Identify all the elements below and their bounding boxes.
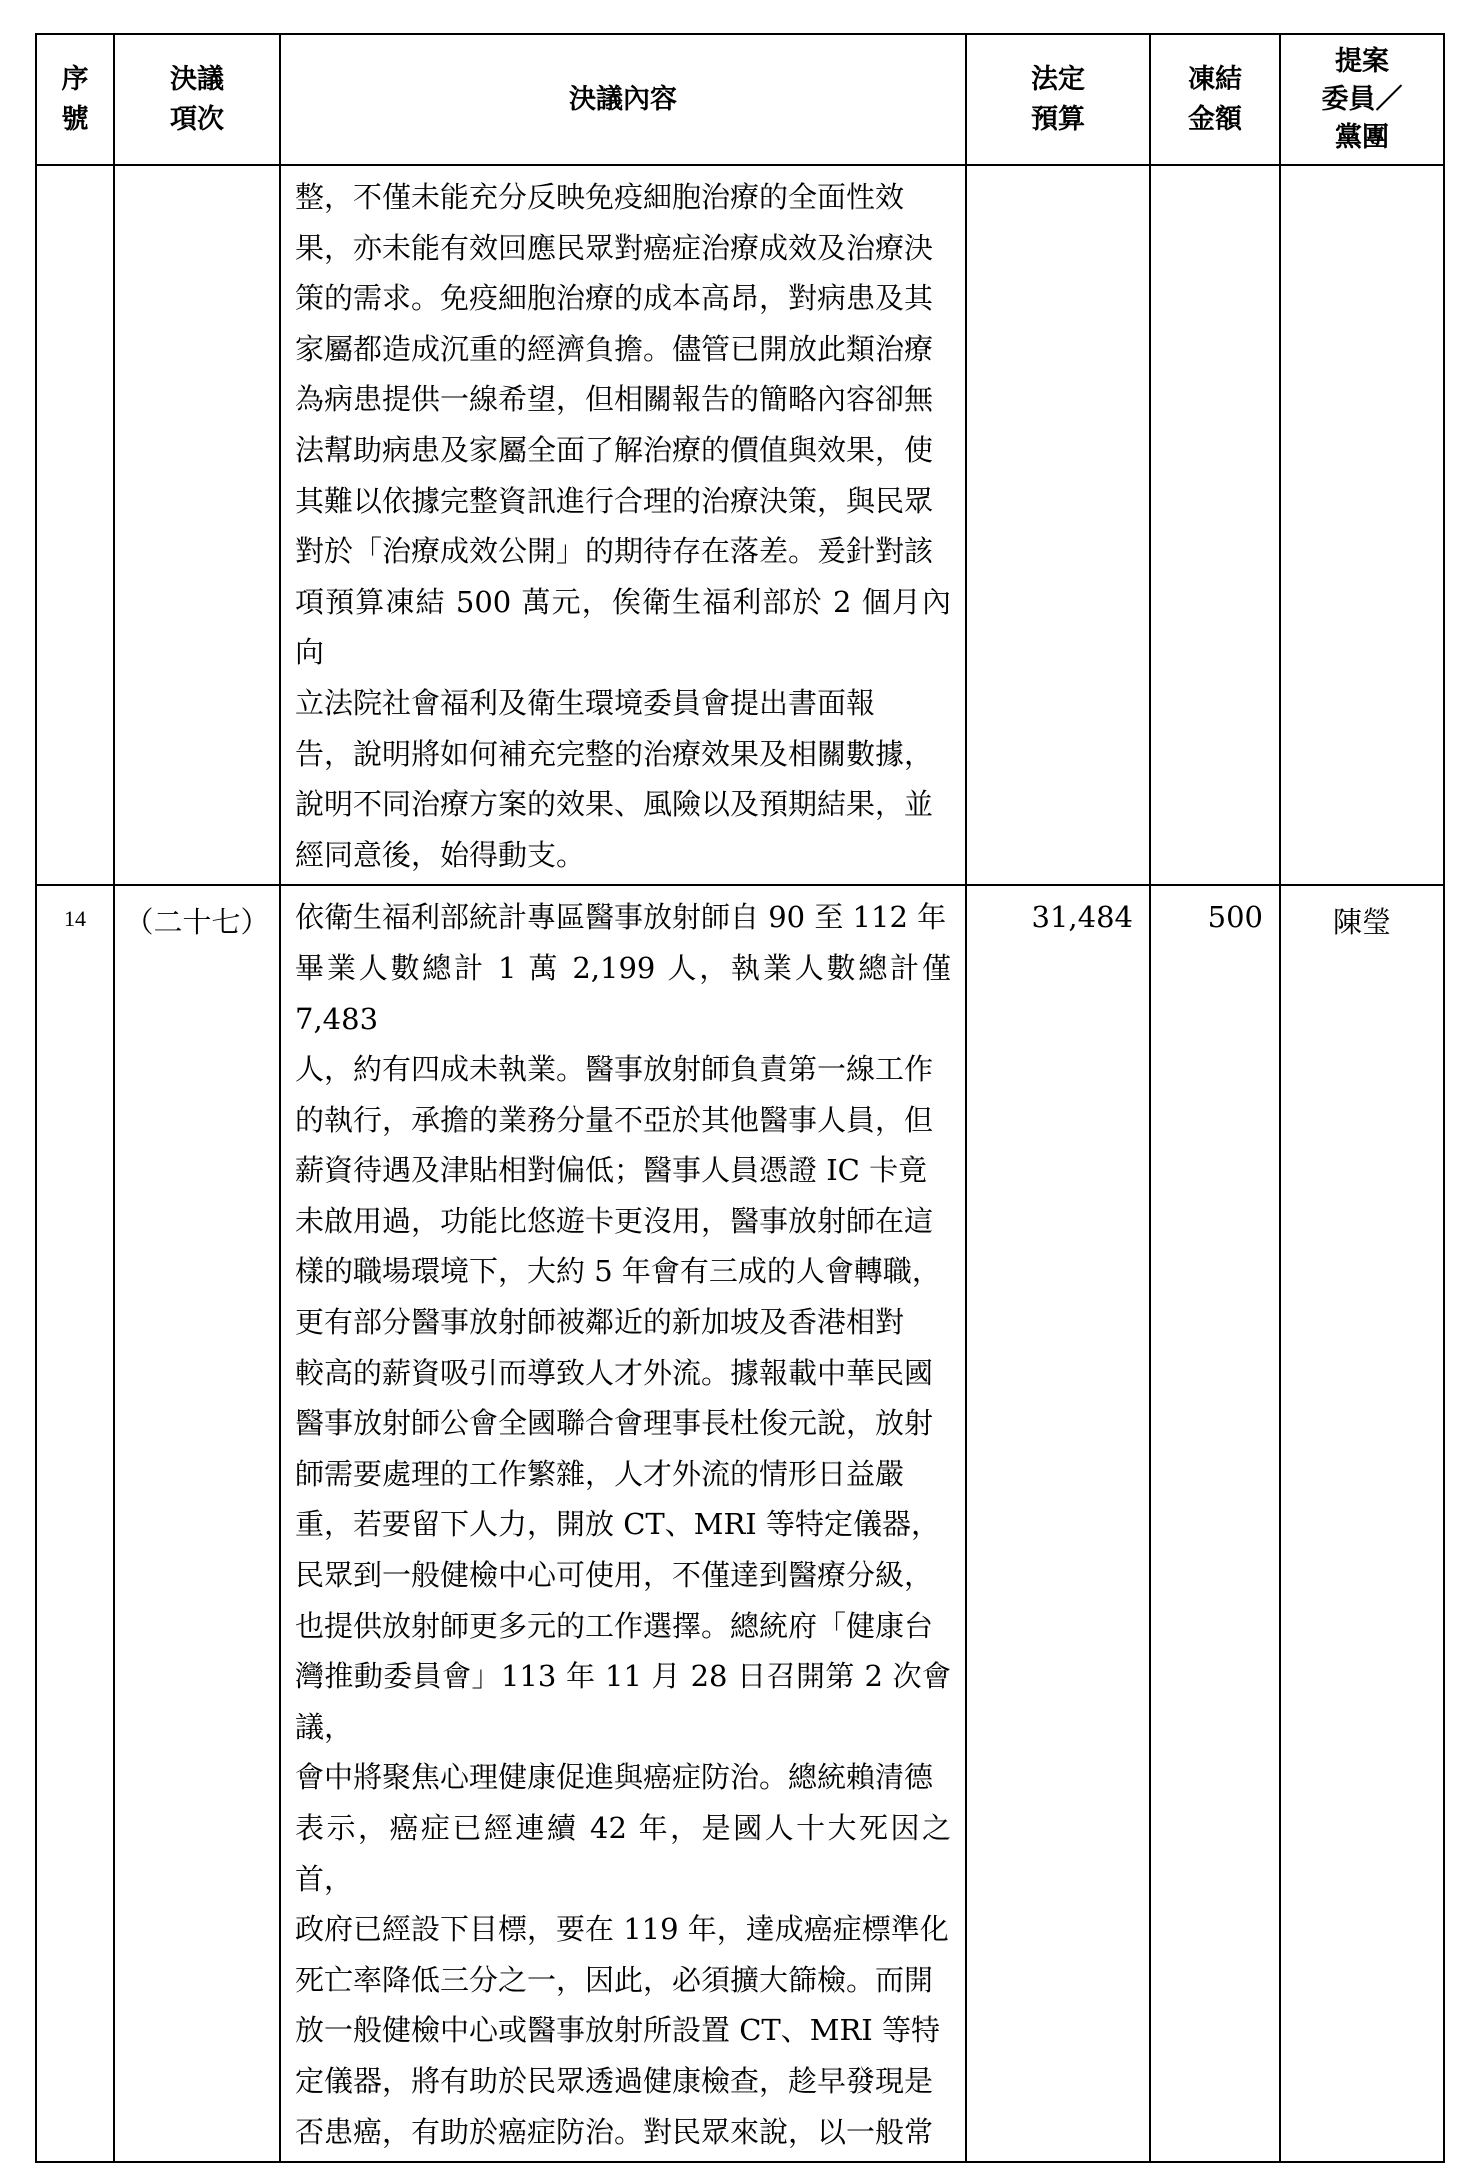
content-line: 表示，癌症已經連續 42 年，是國人十大死因之首， [295, 1811, 951, 1896]
content-line: 更有部分醫事放射師被鄰近的新加坡及香港相對 [295, 1305, 905, 1340]
row-proposer: 陳瑩 [1280, 885, 1444, 2162]
content-line: 經同意後，始得動支。 [295, 837, 586, 872]
content-line: 否患癌，有助於癌症防治。對民眾來說，以一般常 [295, 2114, 934, 2149]
header-budget-line1: 法定 [1031, 63, 1085, 95]
header-proposer-line3: 黨團 [1335, 121, 1389, 153]
row-item: （二十七） [114, 885, 280, 2162]
header-seq [36, 34, 114, 165]
header-row [36, 34, 1444, 165]
row-item [114, 165, 280, 885]
row-seq [36, 165, 114, 885]
content-line: 薪資待遇及津貼相對偏低；醫事人員憑證 IC 卡竟 [295, 1153, 928, 1188]
content-line: 對於「治療成效公開」的期待存在落差。爰針對該 [295, 534, 934, 569]
row-content [280, 885, 966, 2162]
content-line: 政府已經設下目標，要在 119 年，達成癌症標準化 [295, 1912, 949, 1947]
row-proposer [1280, 165, 1444, 885]
content-line: 的執行，承擔的業務分量不亞於其他醫事人員，但 [295, 1102, 934, 1137]
header-content [280, 34, 966, 165]
header-budget-line2: 預算 [1031, 103, 1085, 135]
content-line: 其難以依據完整資訊進行合理的治療決策，與民眾 [295, 483, 934, 518]
content-line: 告，說明將如何補充完整的治療效果及相關數據， [295, 736, 934, 771]
content-line: 依衛生福利部統計專區醫事放射師自 90 至 112 年 [295, 900, 947, 935]
header-seq-line1: 序 [61, 63, 89, 95]
content-line: 為病患提供一線希望，但相關報告的簡略內容卻無 [295, 382, 934, 417]
content-line: 較高的薪資吸引而導致人才外流。據報載中華民國 [295, 1355, 934, 1390]
content-line: 果，亦未能有效回應民眾對癌症治療成效及治療決 [295, 230, 934, 265]
content-line: 也提供放射師更多元的工作選擇。總統府「健康台 [295, 1608, 934, 1643]
content-line: 師需要處理的工作繁雜，人才外流的情形日益嚴 [295, 1456, 905, 1491]
header-item [114, 34, 280, 165]
header-content-label: 決議內容 [569, 83, 677, 115]
content-line: 立法院社會福利及衛生環境委員會提出書面報 [295, 685, 876, 720]
content-line: 家屬都造成沉重的經濟負擔。儘管已開放此類治療 [295, 331, 934, 366]
header-proposer [1280, 34, 1444, 165]
header-item-line1: 決議 [170, 63, 224, 95]
content-line: 樣的職場環境下，大約 5 年會有三成的人會轉職， [295, 1254, 941, 1289]
content-line: 重，若要留下人力，開放 CT、MRI 等特定儀器， [295, 1507, 940, 1542]
header-proposer-line1: 提案 [1335, 45, 1389, 77]
content-line: 整，不僅未能充分反映免疫細胞治療的全面性效 [295, 180, 905, 214]
content-line: 灣推動委員會」113 年 11 月 28 日召開第 2 次會議， [295, 1659, 951, 1744]
content-line: 畢業人數總計 1 萬 2,199 人，執業人數總計僅 7,483 [295, 950, 961, 1036]
header-frozen-line2: 金額 [1188, 103, 1242, 135]
content-line: 民眾到一般健檢中心可使用，不僅達到醫療分級， [295, 1558, 934, 1593]
row-frozen: 500 [1150, 885, 1280, 2162]
table-row [36, 885, 1444, 2162]
header-item-line2: 項次 [170, 103, 224, 135]
table-row [36, 165, 1444, 885]
content-line: 人，約有四成未執業。醫事放射師負責第一線工作 [295, 1052, 934, 1087]
row-seq: 14 [36, 885, 114, 2162]
content-line: 放一般健檢中心或醫事放射所設置 CT、MRI 等特 [295, 2013, 940, 2048]
row-content [280, 165, 966, 885]
content-line: 死亡率降低三分之一，因此，必須擴大篩檢。而開 [295, 1962, 934, 1997]
resolution-table [35, 33, 1445, 2163]
row-budget [966, 165, 1150, 885]
row-budget: 31,484 [966, 885, 1150, 2162]
header-proposer-line2: 委員／ [1321, 83, 1403, 115]
content-line: 法幫助病患及家屬全面了解治療的價值與效果，使 [295, 432, 934, 467]
content-line: 說明不同治療方案的效果、風險以及預期結果，並 [295, 787, 934, 822]
row-frozen [1150, 165, 1280, 885]
header-budget [966, 34, 1150, 165]
content-line: 策的需求。免疫細胞治療的成本高昂，對病患及其 [295, 281, 934, 316]
header-frozen [1150, 34, 1280, 165]
content-line: 未啟用過，功能比悠遊卡更沒用，醫事放射師在這 [295, 1203, 934, 1238]
content-line: 定儀器，將有助於民眾透過健康檢查，趁早發現是 [295, 2063, 934, 2098]
header-seq-line2: 號 [61, 103, 89, 135]
content-line: 項預算凍結 500 萬元，俟衛生福利部於 2 個月內向 [295, 584, 951, 670]
content-line: 醫事放射師公會全國聯合會理事長杜俊元說，放射 [295, 1406, 934, 1441]
content-line: 會中將聚焦心理健康促進與癌症防治。總統賴清德 [295, 1760, 934, 1795]
header-frozen-line1: 凍結 [1188, 63, 1242, 95]
